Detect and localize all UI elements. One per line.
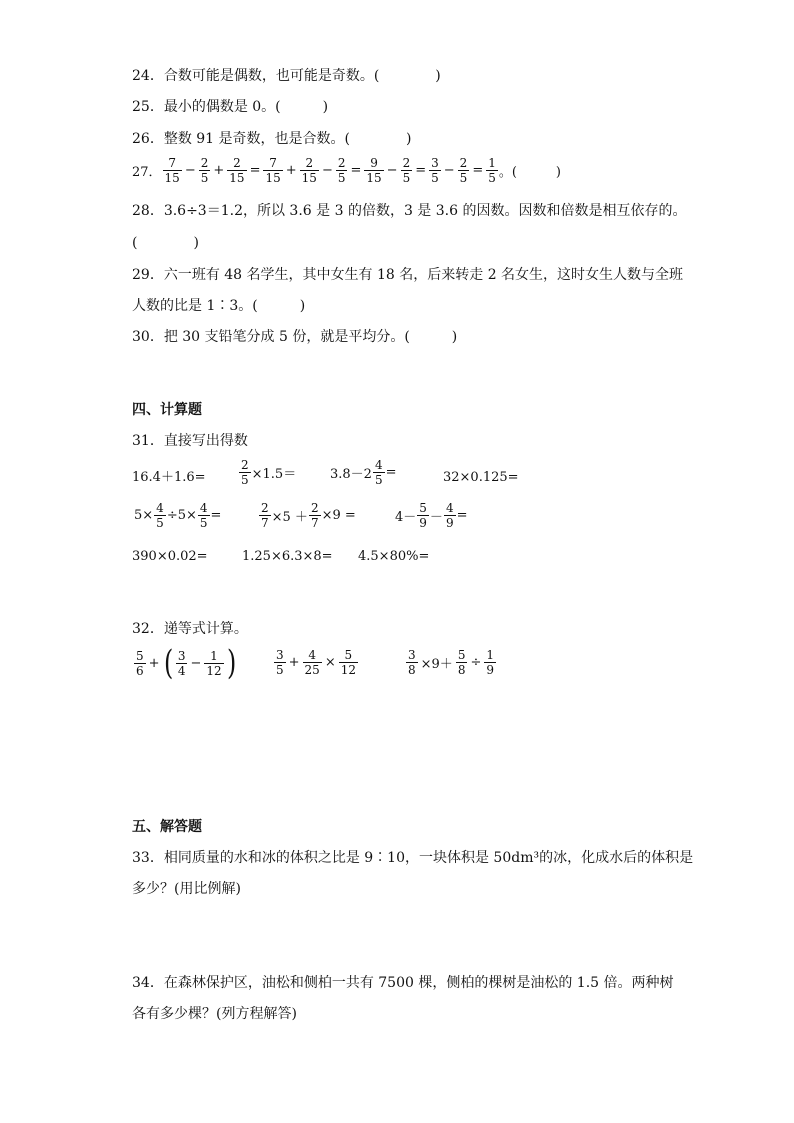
- fraction: $\frac{3}{8}$: [408, 648, 416, 677]
- expr-5-tail: =: [210, 508, 222, 523]
- fraction: $\frac{1}{12}$: [206, 648, 222, 678]
- expr-5: [134, 501, 221, 530]
- expr-4: 32×0.125=: [443, 470, 519, 485]
- calc-1: $\frac{5}{6}$ + ( $\frac{3}{4}$ − $\frac{1}{12}$ ): [136, 643, 236, 683]
- fraction: $\frac{2}{5}$: [241, 458, 249, 487]
- fraction: $\frac{7}{15}$: [265, 156, 281, 185]
- fraction: $\frac{5}{6}$: [136, 648, 144, 678]
- section-5-title: 五、解答题: [132, 819, 202, 835]
- expr-6-mid: ×5 ＋: [271, 510, 308, 525]
- expr-7-head: 4－: [395, 510, 417, 525]
- question-34-line2: 各有多少棵？(列方程解答): [132, 1006, 297, 1022]
- fraction: $\frac{3}{4}$: [177, 648, 186, 678]
- expr-9: 1.25×6.3×8=: [242, 549, 333, 564]
- calc-3: $\frac{3}{8}$ ×9＋ $\frac{5}{8}$ ÷ $\frac{1}{9}$: [408, 648, 494, 677]
- fraction: $\frac{3}{5}$: [276, 648, 284, 677]
- question-24: 24．合数可能是偶数，也可能是奇数。( ): [132, 68, 441, 84]
- fraction: $\frac{5}{9}$: [419, 501, 427, 530]
- question-31: 31．直接写出得数: [132, 433, 248, 449]
- expr-10: 4.5×80%=: [358, 549, 430, 564]
- fraction: $\frac{2}{5}$: [402, 156, 411, 185]
- question-33-line1: 33．相同质量的水和冰的体积之比是 9∶10，一块体积是 50dm³的冰，化成水后的体积是: [132, 850, 694, 866]
- fraction: $\frac{4}{9}$: [445, 501, 454, 530]
- question-27: 27． $\frac{7}{15}$ − $\frac{2}{5}$ + $\frac{2}{15}$ = $\frac{7}{15}$ + $\frac{2}{15}$ − $\frac{2}{5}$ = $\frac{9}{15}$ − $\frac{2}{5}$ = $\frac{3}{5}$ − $\frac{2}{5}$ = $\frac{1}{5}$ 。( ): [132, 156, 562, 185]
- question-34-line1: 34．在森林保护区，油松和侧柏一共有 7500 棵，侧柏的棵树是油松的 1.5 倍。两种树: [132, 975, 674, 991]
- expr-6: [258, 501, 356, 530]
- question-28-blank: ( ): [132, 235, 199, 251]
- question-32: 32．递等式计算。: [132, 621, 248, 637]
- fraction: $\frac{2}{5}$: [200, 156, 209, 185]
- expr-6-tail: ×9 =: [321, 508, 356, 523]
- question-33-line2: 多少？(用比例解): [132, 881, 241, 897]
- question-27-blank: 。( ): [498, 165, 562, 180]
- expr-3-head: 3.8－2: [330, 467, 372, 482]
- expr-2-tail: ×1.5＝: [251, 467, 297, 482]
- expr-3-tail: =: [385, 465, 397, 480]
- question-26: 26．整数 91 是奇数，也是合数。( ): [132, 131, 412, 147]
- fraction: $\frac{3}{5}$: [431, 156, 439, 185]
- calc-2: $\frac{3}{5}$ + $\frac{4}{25}$ × $\frac{5}{12}$: [276, 648, 357, 677]
- expr-5-mid: ÷5×: [166, 508, 197, 523]
- fraction: $\frac{7}{15}$: [164, 156, 180, 185]
- fraction: $\frac{9}{15}$: [366, 156, 382, 185]
- expr-7: [395, 501, 467, 530]
- fraction: $\frac{2}{5}$: [459, 156, 468, 185]
- fraction: $\frac{4}{5}$: [199, 501, 208, 530]
- fraction: $\frac{5}{12}$: [340, 648, 357, 677]
- expr-3: [330, 458, 397, 487]
- question-27-number: 27．: [132, 165, 162, 180]
- section-4-title: 四、计算题: [132, 402, 202, 418]
- expr-2: [238, 458, 296, 487]
- question-28: 28．3.6÷3＝1.2，所以 3.6 是 3 的倍数，3 是 3.6 的因数。因数和倍数是相互依存的。: [132, 203, 687, 219]
- question-29-line2: 人数的比是 1∶3。( ): [132, 298, 306, 314]
- question-30: 30．把 30 支铅笔分成 5 份，就是平均分。( ): [132, 329, 458, 345]
- fraction: $\frac{1}{5}$: [488, 156, 496, 185]
- fraction: $\frac{4}{5}$: [374, 458, 383, 487]
- fraction: $\frac{2}{15}$: [229, 156, 245, 185]
- fraction: $\frac{4}{25}$: [304, 648, 320, 677]
- expr-8: 390×0.02=: [132, 549, 208, 564]
- question-29-line1: 29．六一班有 48 名学生，其中女生有 18 名，后来转走 2 名女生，这时女生人数与全班: [132, 267, 684, 283]
- expr-5-head: 5×: [134, 508, 154, 523]
- fraction: $\frac{4}{5}$: [156, 501, 164, 530]
- question-25: 25．最小的偶数是 0。( ): [132, 99, 329, 115]
- fraction: $\frac{2}{7}$: [261, 501, 269, 530]
- fraction: $\frac{2}{5}$: [337, 156, 346, 185]
- expr-1: 16.4＋1.6=: [132, 470, 206, 485]
- fraction: $\frac{2}{15}$: [301, 156, 317, 185]
- fraction: $\frac{5}{8}$: [457, 648, 466, 677]
- fraction: $\frac{1}{9}$: [486, 648, 494, 677]
- expr-7-mid: －: [429, 510, 443, 525]
- expr-7-tail: =: [456, 508, 468, 523]
- fraction: $\frac{2}{7}$: [310, 501, 319, 530]
